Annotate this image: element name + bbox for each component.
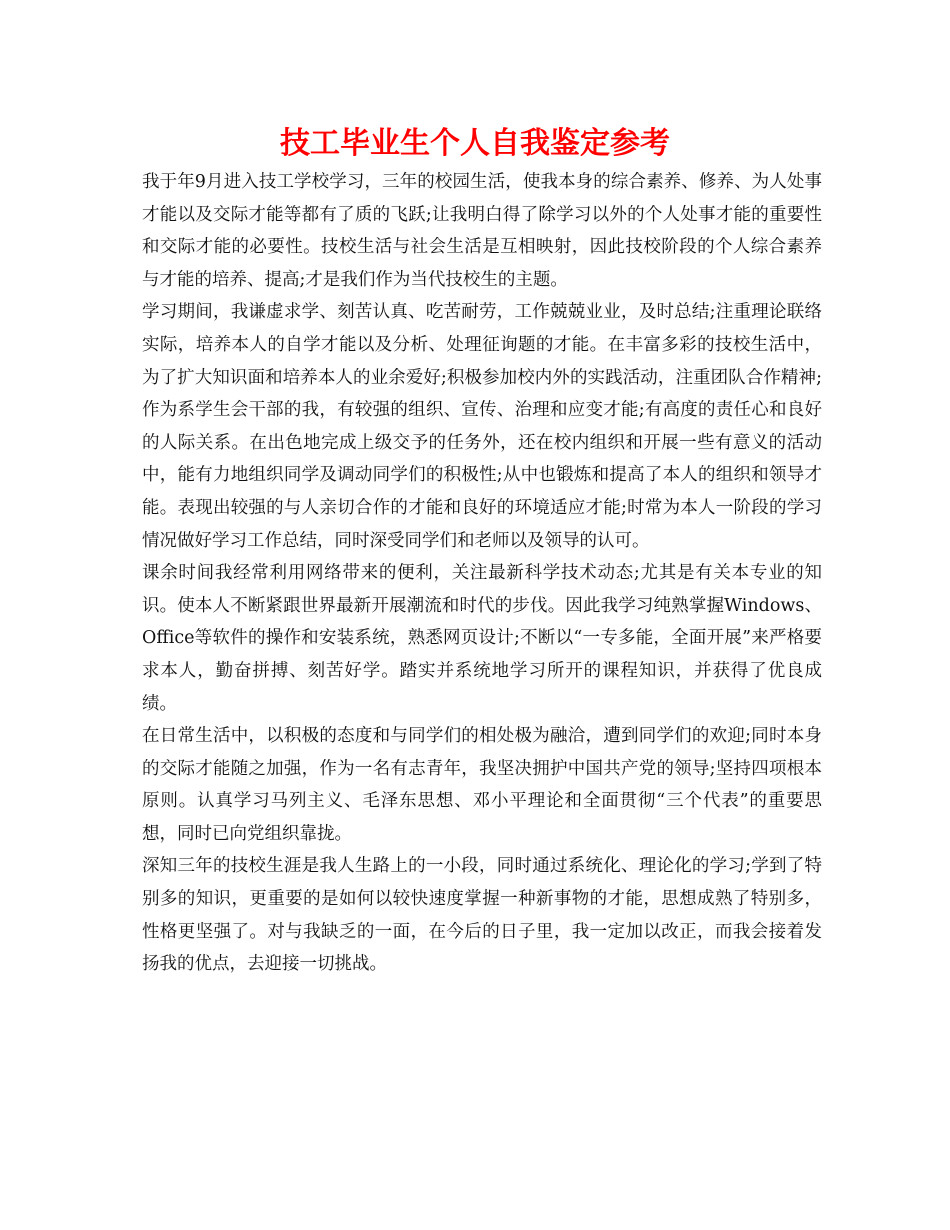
document-body xyxy=(142,166,822,981)
paragraph-5: 深知三年的技校生涯是我人生路上的一小段，同时通过系统化、理论化的学习;学到了特别多的知识，更重要的是如何以较快速度掌握一种新事物的才能，思想成熟了特别多，性格更坚强了。对与我缺乏的一面，在今后的日子里，我一定加以改正，而我会接着发扬我的优点，去迎接一切挑战。 xyxy=(142,856,822,975)
paragraph-2: 学习期间，我谦虚求学、刻苦认真、吃苦耐劳，工作兢兢业业，及时总结;注重理论联络实际，培养本人的自学才能以及分析、处理征询题的才能。在丰富多彩的技校生活中，为了扩大知识面和培养本人的业余爱好;积极参加校内外的实践活动，注重团队合作精神;作为系学生会干部的我，有较强的组织、宣传、治理和应变才能;有高度的责任心和良好的人际关系。在出色地完成上级交予的任务外，还在校内组织和开展一些有意义的活动中，能有力地组织同学及调动同学们的积极性;从中也锻炼和提高了本人的组织和领导才能。表现出较强的与人亲切合作的才能和良好的环境适应才能;时常为本人一阶段的学习情况做好学习工作总结，同时深受同学们和老师以及领导的认可。 xyxy=(142,302,822,551)
paragraph-1: 我于年9月进入技工学校学习，三年的校园生活，使我本身的综合素养、修养、为人处事才能以及交际才能等都有了质的飞跃;让我明白得了除学习以外的个人处事才能的重要性和交际才能的必要性。技校生活与社会生活是互相映射，因此技校阶段的个人综合素养与才能的培养、提高;才是我们作为当代技校生的主题。 xyxy=(142,172,822,290)
document-title: 技工毕业生个人自我鉴定参考 xyxy=(280,126,670,161)
paragraph-4: 在日常生活中，以积极的态度和与同学们的相处极为融洽，遭到同学们的欢迎;同时本身的交际才能随之加强，作为一名有志青年，我坚决拥护中国共产党的领导;坚持四项根本原则。认真学习马列主义、毛泽东思想、邓小平理论和全面贯彻“三个代表”的重要思想，同时已向党组织靠拢。 xyxy=(142,726,822,844)
paragraph-3: 课余时间我经常利用网络带来的便利，关注最新科学技术动态;尤其是有关本专业的知识。使本人不断紧跟世界最新开展潮流和时代的步伐。因此我学习纯熟掌握Windows、Office等软件的操作和安装系统，熟悉网页设计;不断以“一专多能，全面开展”来严格要求本人，勤奋拼搏、刻苦好学。踏实并系统地学习所开的课程知识，并获得了优良成绩。 xyxy=(142,563,822,714)
